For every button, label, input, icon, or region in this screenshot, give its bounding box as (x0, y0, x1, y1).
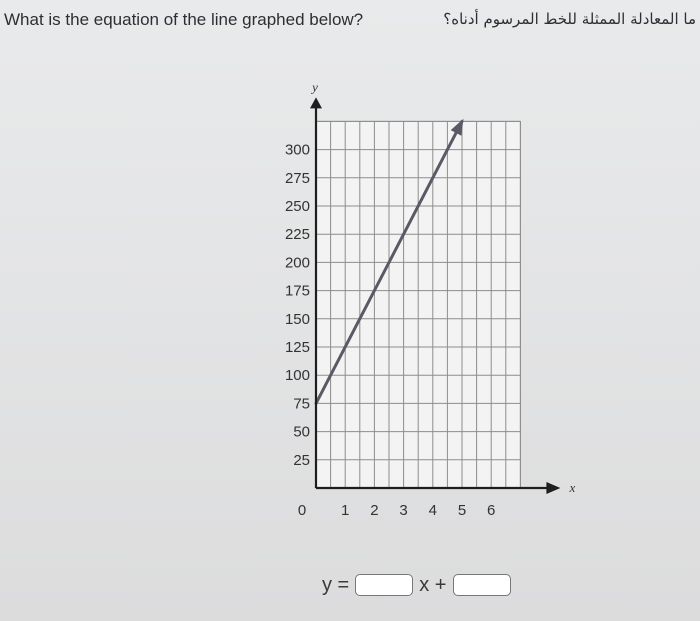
intercept-input[interactable] (453, 574, 511, 596)
x-tick-label: 1 (341, 502, 350, 519)
y-tick-label: 225 (284, 226, 310, 244)
answer-row (318, 570, 513, 600)
x-axis-arrow (546, 482, 560, 494)
question-text-arabic: ما المعادلة الممثلة للخط المرسوم أدناه؟ (443, 10, 696, 28)
y-tick-label: 50 (293, 423, 310, 441)
x-tick-label: 4 (428, 502, 437, 519)
equation-middle: x + (419, 573, 447, 596)
slope-input[interactable] (355, 574, 413, 596)
x-tick-label: 6 (487, 502, 496, 519)
x-tick-label: 5 (457, 502, 467, 519)
y-tick-label: 125 (284, 339, 310, 356)
y-tick-label: 300 (284, 141, 310, 159)
y-tick-label: 175 (284, 282, 310, 300)
y-tick-label: 75 (293, 395, 310, 413)
y-axis-label: y (312, 80, 318, 95)
question-text: What is the equation of the line graphed below? (4, 10, 364, 29)
y-axis-arrow (310, 97, 322, 108)
y-tick-label: 25 (293, 451, 310, 469)
equation-prefix: y = (322, 573, 350, 596)
line-graph-svg (270, 80, 590, 520)
y-tick-label: 150 (284, 310, 310, 328)
y-tick-label: 100 (284, 367, 310, 385)
x-tick-label: 2 (370, 502, 379, 519)
grid (316, 121, 520, 488)
x-tick-label: 3 (399, 502, 408, 519)
x-tick-label: 0 (297, 502, 307, 519)
x-axis-label: x (569, 480, 576, 495)
y-tick-label: 275 (284, 169, 310, 187)
y-tick-label: 200 (284, 254, 310, 272)
y-tick-label: 250 (284, 198, 310, 215)
line-graph (270, 80, 590, 520)
